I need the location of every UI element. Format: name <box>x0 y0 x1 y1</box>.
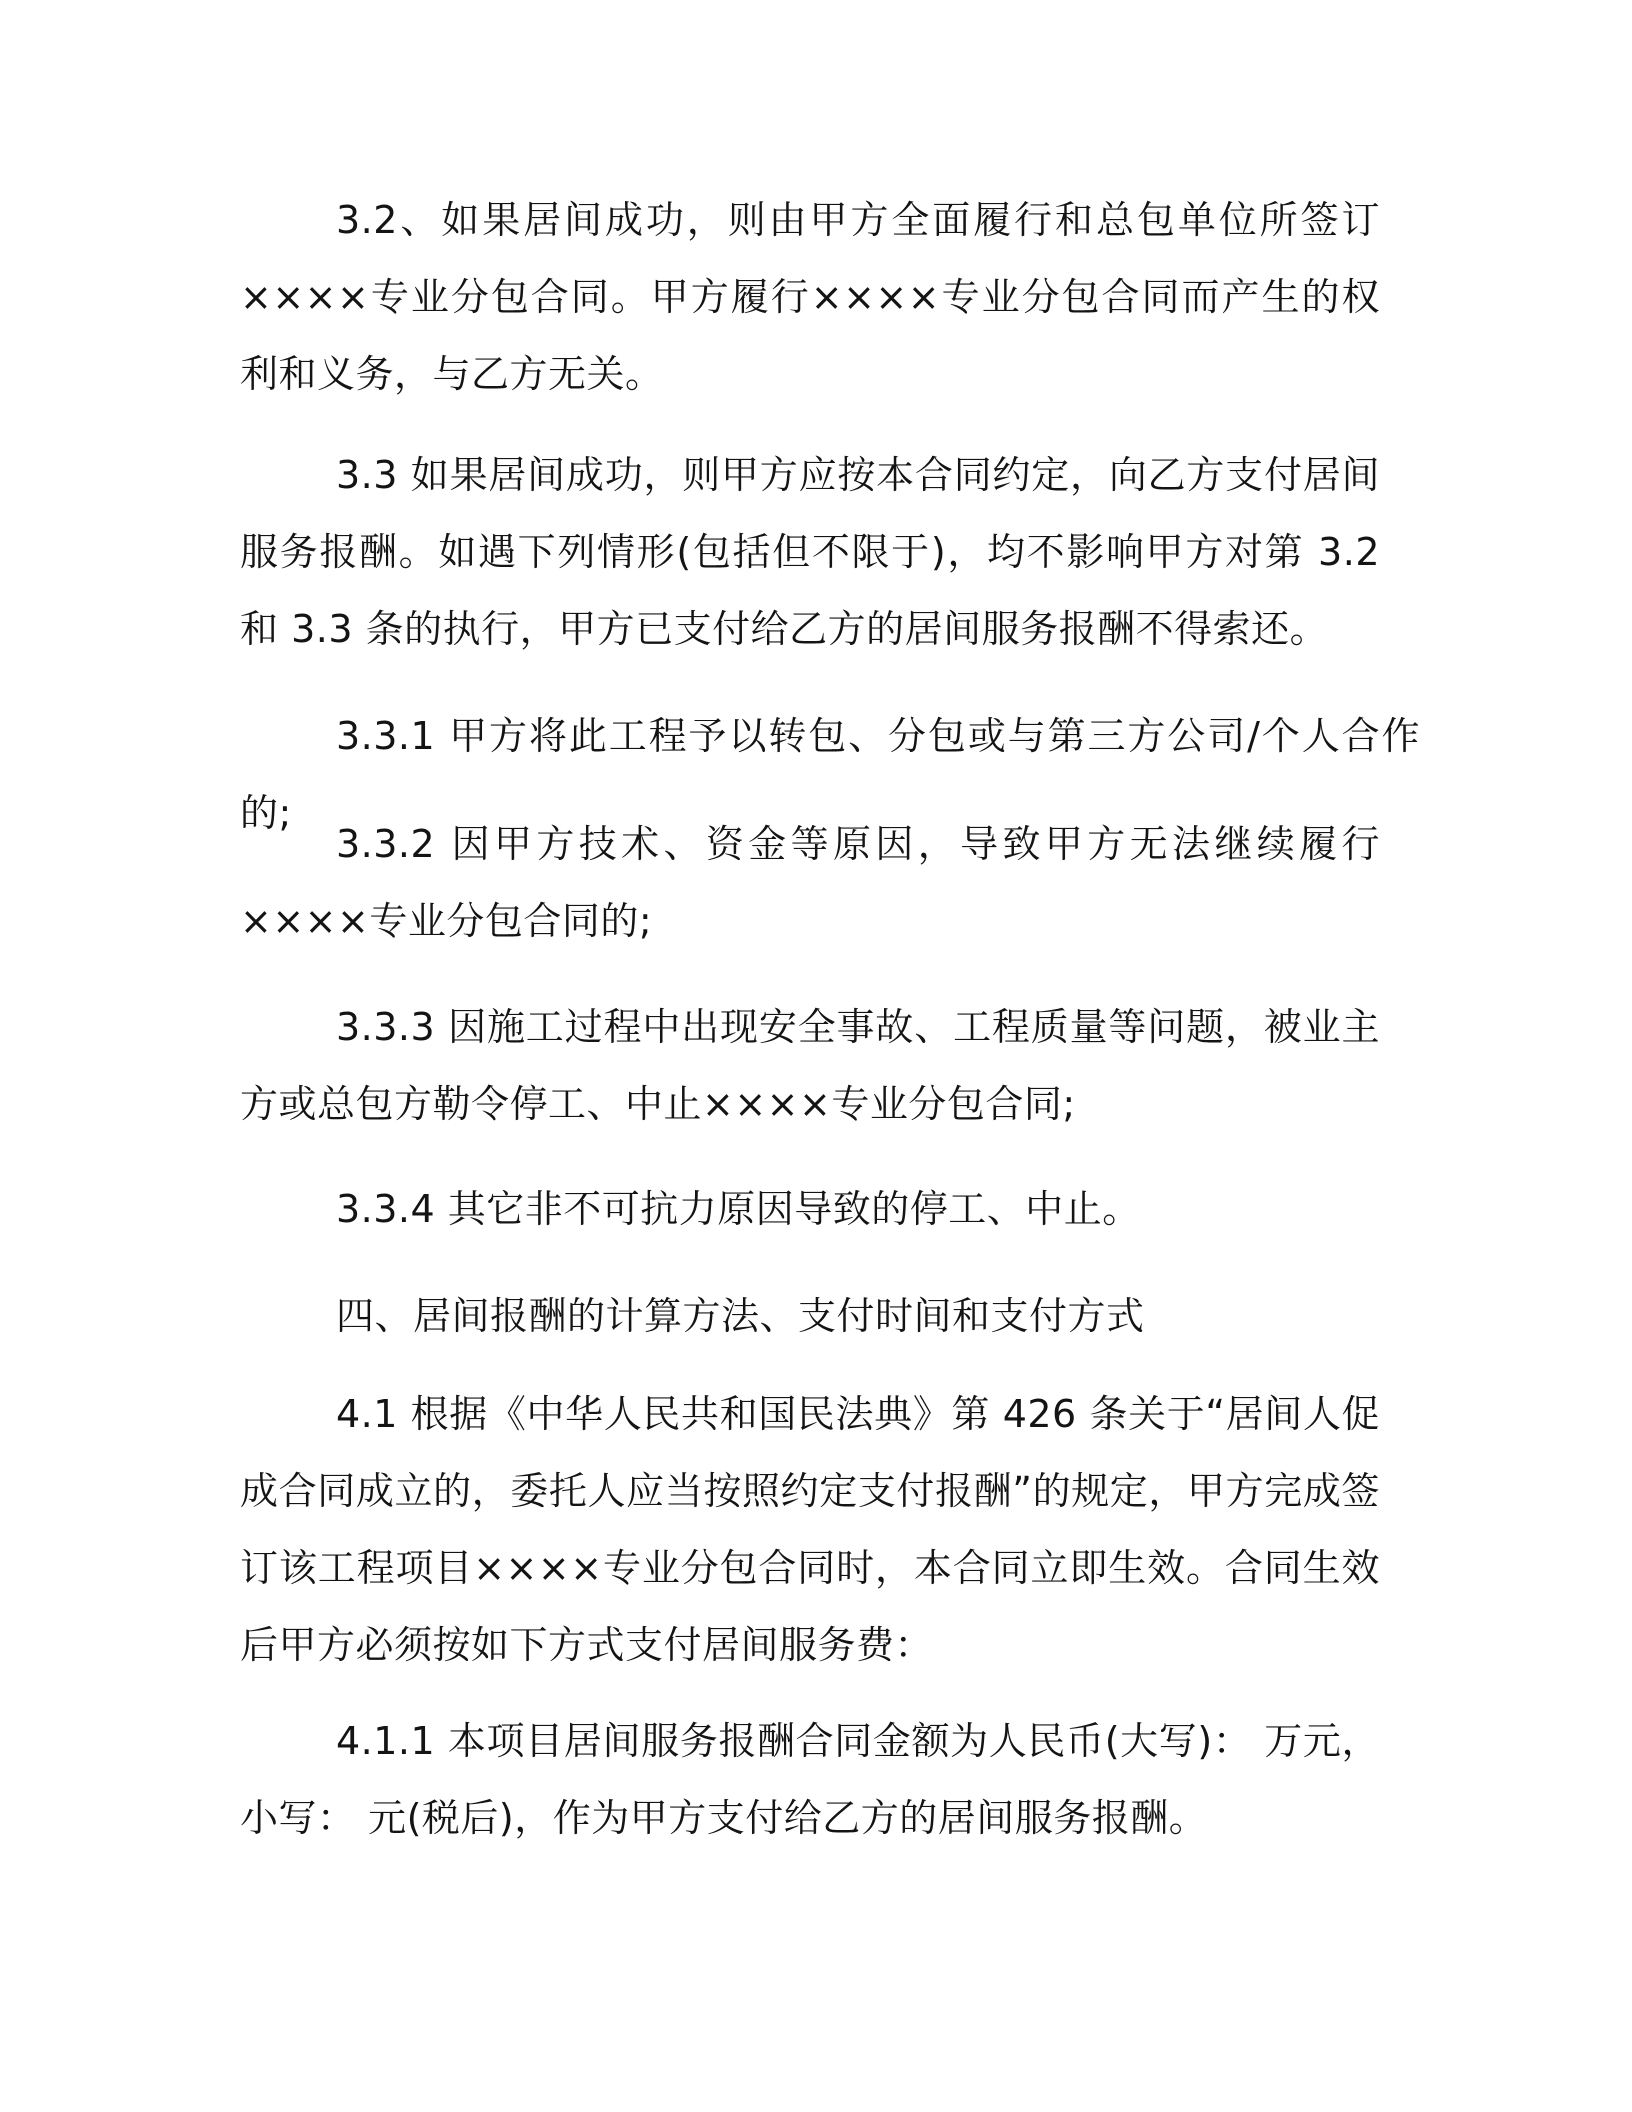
clause-3-2: 3.2、如果居间成功，则由甲方全面履行和总包单位所签订××××专业分包合同。甲方履行××××专业分包合同而产生的权利和义务，与乙方无关。 <box>240 198 1380 396</box>
clause-3-3-1: 3.3.1 甲方将此工程予以转包、分包或与第三方公司/个人合作的; <box>240 714 1420 835</box>
clause-4-1-1: 4.1.1 本项目居间服务报酬合同金额为人民币(大写)： 万元，小写： 元(税后)，作为甲方支付给乙方的居间服务报酬。 <box>240 1719 1380 1840</box>
clause-4-1: 4.1 根据《中华人民共和国民法典》第 426 条关于“居间人促成合同成立的，委托人应当按照约定支付报酬”的规定，甲方完成签订该工程项目××××专业分包合同时，本合同立即生效。合同生效后甲方必须按如下方式支付居间服务费： <box>240 1392 1380 1667</box>
clause-3-3-3: 3.3.3 因施工过程中出现安全事故、工程质量等问题，被业主方或总包方勒令停工、中止××××专业分包合同; <box>240 1005 1380 1126</box>
clause-3-3-4: 3.3.4 其它非不可抗力原因导致的停工、中止。 <box>336 1187 1141 1231</box>
section-4-heading: 四、居间报酬的计算方法、支付时间和支付方式 <box>336 1294 1145 1338</box>
clause-3-3: 3.3 如果居间成功，则甲方应按本合同约定，向乙方支付居间服务报酬。如遇下列情形(包括但不限于)，均不影响甲方对第 3.2 和 3.3 条的执行，甲方已支付给乙方的居间服务报酬不得索还。 <box>240 453 1380 651</box>
clause-3-3-2: 3.3.2 因甲方技术、资金等原因，导致甲方无法继续履行××××专业分包合同的; <box>240 822 1380 943</box>
